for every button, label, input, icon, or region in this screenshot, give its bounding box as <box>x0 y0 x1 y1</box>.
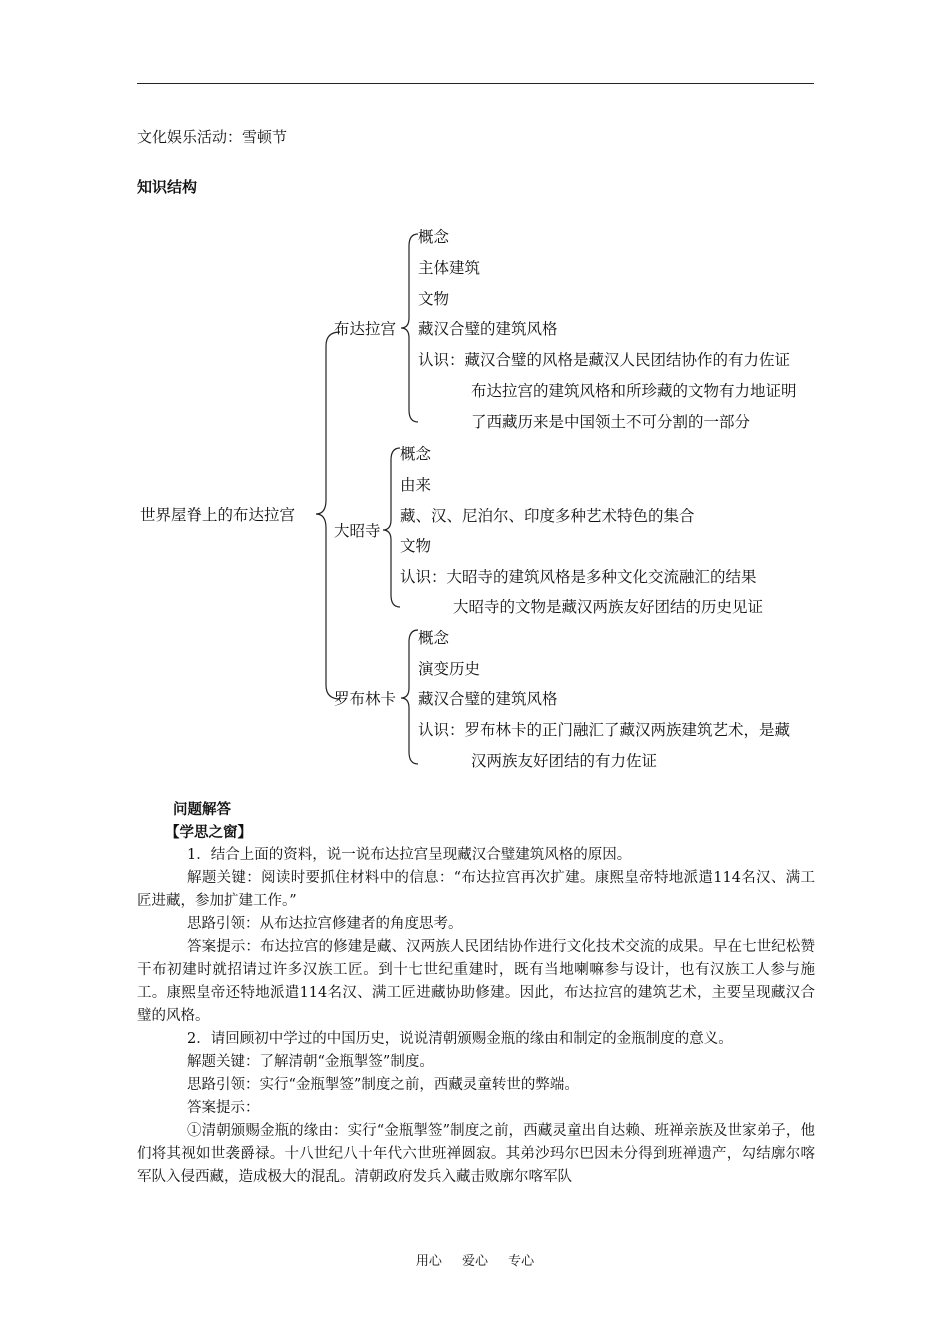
question-2-hint: 思路引领：实行“金瓶掣签”制度之前，西藏灵童转世的弊端。 <box>187 1077 579 1093</box>
question-2-answer-1: ①清朝颁赐金瓶的缘由：实行“金瓶掣签”制度之前，西藏灵童出自达赖、班禅亲族及世家弟子，他们将其视如世袭爵禄。十八世纪八十年代六世班禅圆寂。其弟沙玛尔巴因未分得到班禅遗产，勾结廓尔喀军队入侵西藏，造成极大的混乱。清朝政府发兵入藏击败廓尔喀军队 <box>137 1123 815 1185</box>
question-1: 1．结合上面的资料，说一说布达拉宫呈现藏汉合璧建筑风格的原因。 <box>187 847 632 863</box>
budala-item: 藏汉合璧的建筑风格 <box>418 320 558 338</box>
dazhao-item: 藏、汉、尼泊尔、印度多种艺术特色的集合 <box>400 507 695 525</box>
budala-item: 认识：藏汉合璧的风格是藏汉人民团结协作的有力佐证 <box>418 351 791 369</box>
luobu-item: 概念 <box>418 629 450 647</box>
budala-item: 了西藏历来是中国领土不可分割的一部分 <box>471 413 751 431</box>
branch-label-luobu: 罗布林卡 <box>334 690 397 708</box>
question-1-answer: 答案提示：布达拉宫的修建是藏、汉两族人民团结协作进行文化技术交流的成果。早在七世纪松赞干布初建时就招请过许多汉族工匠。到十七世纪重建时，既有当地喇嘛参与设计，也有汉族工人参与施工。康熙皇帝还特地派遣114名汉、满工匠进藏协助修建。因此，布达拉宫的建筑艺术，主要呈现藏汉合璧的风格。 <box>137 939 815 1024</box>
dazhao-item: 由来 <box>400 476 432 494</box>
page-footer <box>0 1250 950 1269</box>
qa-heading: 问题解答 <box>173 801 231 818</box>
budala-item: 概念 <box>418 228 450 246</box>
qa-subheading: 【学思之窗】 <box>165 824 252 841</box>
footer-text: 用心 <box>415 1254 442 1269</box>
question-2: 2．请回顾初中学过的中国历史，说说清朝颁赐金瓶的缘由和制定的金瓶制度的意义。 <box>187 1031 733 1047</box>
branch-label-budala: 布达拉宫 <box>334 320 397 338</box>
question-1-key: 解题关键：阅读时要抓住材料中的信息：“布达拉宫再次扩建。康熙皇帝特地派遣114名汉、满工匠进藏，参加扩建工作。” <box>137 870 815 909</box>
brace-luobu <box>401 630 418 764</box>
luobu-item: 演变历史 <box>418 660 481 678</box>
question-2-answer-label: 答案提示： <box>187 1100 260 1116</box>
dazhao-item: 文物 <box>400 537 432 555</box>
brace-budala <box>401 234 418 422</box>
dazhao-item: 大昭寺的文物是藏汉两族友好团结的历史见证 <box>453 598 764 616</box>
intro-line: 文化娱乐活动：雪顿节 <box>137 128 288 146</box>
question-2-key: 解题关键：了解清朝“金瓶掣签”制度。 <box>187 1054 434 1070</box>
budala-item: 文物 <box>418 290 450 308</box>
footer-text: 爱心 <box>461 1254 488 1269</box>
dazhao-item: 概念 <box>400 445 432 463</box>
budala-item: 布达拉宫的建筑风格和所珍藏的文物有力地证明 <box>471 382 797 400</box>
diagram-root: 世界屋脊上的布达拉宫 <box>140 506 296 524</box>
budala-item: 主体建筑 <box>418 259 481 277</box>
brace-dazhao <box>383 448 400 607</box>
root-brace <box>316 332 340 699</box>
dazhao-item: 认识：大昭寺的建筑风格是多种文化交流融汇的结果 <box>400 568 757 586</box>
branch-label-dazhao: 大昭寺 <box>334 522 381 540</box>
luobu-item: 藏汉合璧的建筑风格 <box>418 690 558 708</box>
luobu-item: 汉两族友好团结的有力佐证 <box>471 752 658 770</box>
luobu-item: 认识：罗布林卡的正门融汇了藏汉两族建筑艺术，是藏 <box>418 721 791 739</box>
question-1-hint: 思路引领：从布达拉宫修建者的角度思考。 <box>187 916 463 932</box>
footer-text: 专心 <box>508 1254 535 1269</box>
qa-section <box>137 798 815 1189</box>
section-title: 知识结构 <box>137 178 198 196</box>
